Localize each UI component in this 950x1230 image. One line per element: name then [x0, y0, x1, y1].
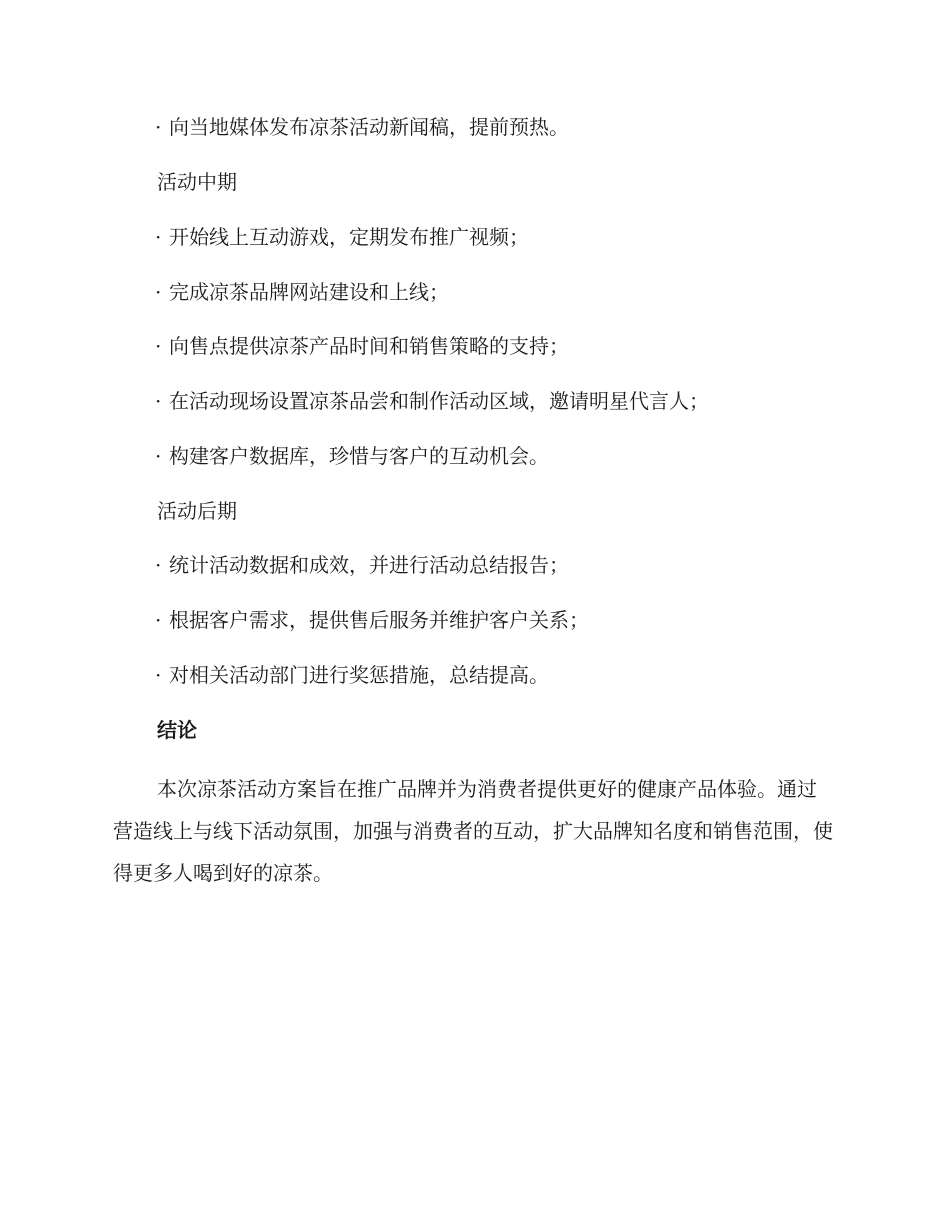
bullet-icon: · [155, 663, 162, 687]
list-item-text: 完成凉茶品牌网站建设和上线； [169, 280, 449, 304]
list-item-text: 在活动现场设置凉茶品尝和制作活动区域，邀请明星代言人； [169, 389, 709, 413]
list-item-text: 构建客户数据库，珍惜与客户的互动机会。 [169, 444, 549, 468]
conclusion-heading: 结论 [157, 718, 197, 742]
bullet-icon: · [155, 608, 162, 632]
list-item-text: 统计活动数据和成效，并进行活动总结报告； [169, 553, 569, 577]
bullet-icon: · [155, 280, 162, 304]
list-item [155, 278, 449, 306]
list-item-text: 根据客户需求，提供售后服务并维护客户关系； [169, 608, 589, 632]
subheading-late: 活动后期 [157, 499, 237, 523]
bullet-icon: · [155, 115, 162, 139]
list-item [155, 442, 549, 470]
list-item [155, 332, 569, 360]
list-item-text: 向当地媒体发布凉茶活动新闻稿，提前预热。 [169, 115, 569, 139]
bullet-icon: · [155, 444, 162, 468]
bullet-icon: · [155, 334, 162, 358]
conclusion-paragraph: 本次凉茶活动方案旨在推广品牌并为消费者提供更好的健康产品体验。通过营造线上与线下活动氛围，加强与消费者的互动，扩大品牌知名度和销售范围，使得更多人喝到好的凉茶。 [113, 777, 833, 885]
subheading-midterm: 活动中期 [157, 170, 237, 194]
bullet-icon: · [155, 553, 162, 577]
list-item [155, 551, 569, 579]
list-item-text: 开始线上互动游戏，定期发布推广视频； [169, 225, 529, 249]
list-item [155, 387, 709, 415]
list-item-text: 向售点提供凉茶产品时间和销售策略的支持； [169, 334, 569, 358]
list-item-text: 对相关活动部门进行奖惩措施，总结提高。 [169, 663, 549, 687]
list-item [155, 606, 589, 634]
bullet-icon: · [155, 389, 162, 413]
bullet-icon: · [155, 225, 162, 249]
conclusion-section [113, 768, 833, 894]
list-item [155, 113, 569, 141]
list-item [155, 223, 529, 251]
list-item [155, 661, 549, 689]
